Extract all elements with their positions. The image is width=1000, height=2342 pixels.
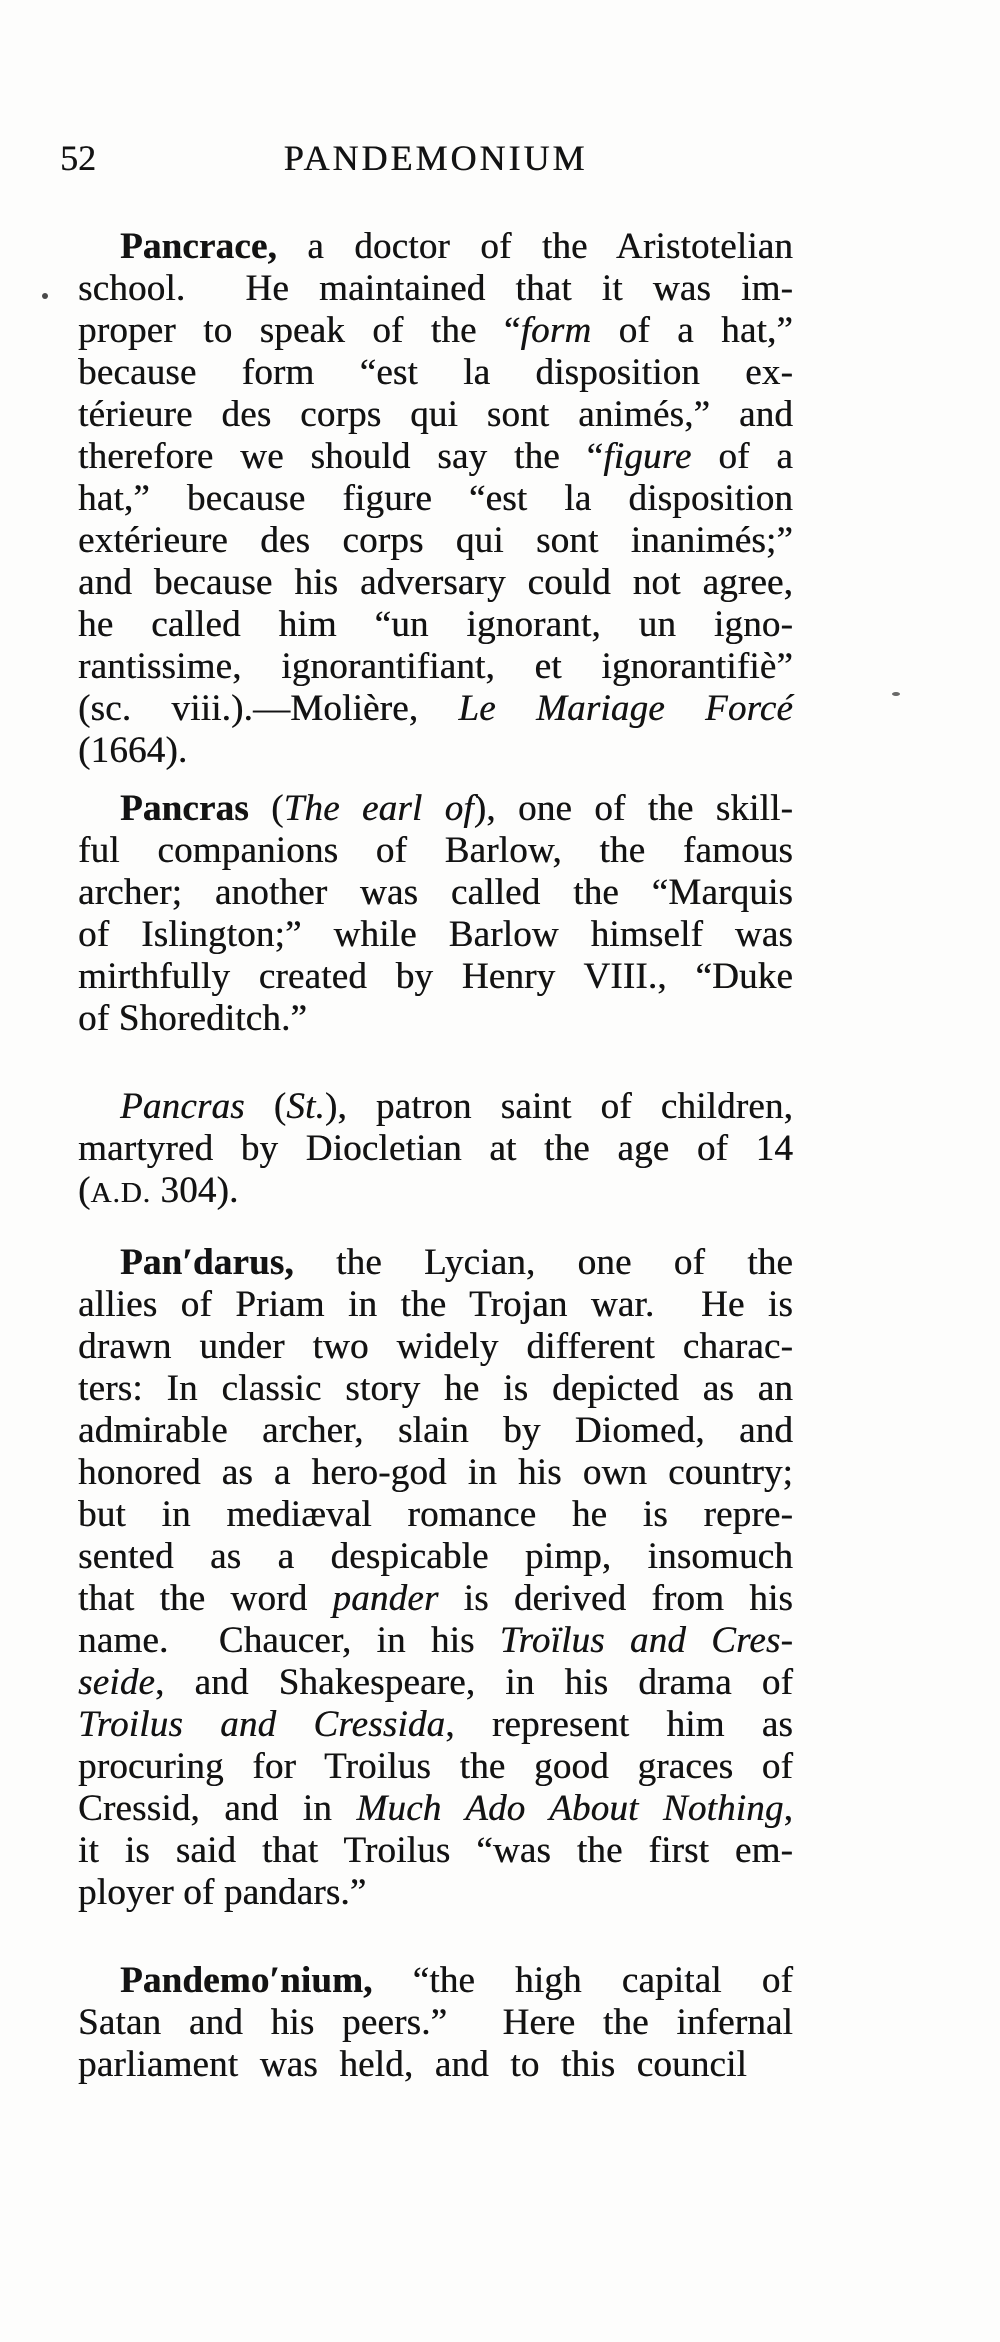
- text-line: [78, 1662, 793, 1704]
- text-line: [78, 1494, 793, 1536]
- text-segment: admirable archer, slain by Diomed, and: [78, 1410, 793, 1451]
- text-segment: honored as a hero-god in his own country;: [78, 1452, 793, 1493]
- text-line: [78, 1410, 793, 1452]
- text-segment: extérieure des corps qui sont inanimés;”: [78, 520, 793, 561]
- entry-pandemonium: [78, 1960, 793, 2086]
- text-segment: Troilus and Cressida: [78, 1704, 446, 1745]
- text-line: [78, 1536, 793, 1578]
- entry-pandarus: [78, 1242, 793, 1914]
- text-segment: parliament was held, and to this council: [78, 2044, 747, 2085]
- text-line: [78, 956, 793, 998]
- text-segment: sented as a despicable pimp, insomuch: [78, 1536, 793, 1577]
- text-line: [78, 1578, 793, 1620]
- page-number: 52: [60, 138, 96, 178]
- text-segment: the Lycian, one of the: [293, 1242, 793, 1283]
- text-segment: (sc. viii.).—Molière,: [78, 688, 459, 729]
- text-segment: rantissime, ignorantifiant, et ignorantifiè”: [78, 646, 793, 687]
- text-segment: ,: [783, 1788, 794, 1829]
- text-segment: (1664).: [78, 730, 188, 771]
- text-line: [78, 1746, 793, 1788]
- text-segment: Troïlus and Cres-: [499, 1620, 793, 1661]
- text-line: [78, 688, 793, 730]
- text-segment: but in mediæval romance he is repre-: [78, 1494, 793, 1535]
- text-line: [78, 520, 793, 562]
- text-line: [78, 1368, 793, 1410]
- text-segment: archer; another was called the “Marquis: [78, 872, 793, 913]
- text-line: [78, 998, 793, 1040]
- text-segment: of Shoreditch.”: [78, 998, 308, 1039]
- text-segment: (: [78, 1170, 91, 1211]
- text-line: [78, 1704, 793, 1746]
- text-line: [78, 268, 793, 310]
- text-line: [78, 1128, 793, 1170]
- text-segment: pander: [332, 1578, 439, 1619]
- text-line: [78, 604, 793, 646]
- text-line: [78, 1830, 793, 1872]
- text-line: [78, 478, 793, 520]
- text-segment: Le Mariage Forcé: [458, 688, 793, 729]
- text-segment: school. He maintained that it was im-: [78, 268, 793, 309]
- text-segment: mirthfully created by Henry VIII., “Duke: [78, 956, 793, 997]
- running-title: PANDEMONIUM: [283, 138, 588, 178]
- text-line: [78, 1242, 793, 1284]
- text-segment: ters: In classic story he is depicted as an: [78, 1368, 793, 1409]
- text-column: [78, 226, 793, 2086]
- text-segment: of a hat,”: [591, 310, 793, 351]
- text-segment: therefore we should say the “: [78, 436, 604, 477]
- text-segment: Pan′darus,: [120, 1242, 294, 1283]
- text-line: [78, 562, 793, 604]
- text-line: [78, 436, 793, 478]
- text-segment: hat,” because figure “est la disposition: [78, 478, 793, 519]
- text-segment: he called him “un ignorant, un igno-: [78, 604, 793, 645]
- text-line: [78, 1620, 793, 1662]
- text-segment: “the high capital of: [372, 1960, 793, 2001]
- text-line: [78, 872, 793, 914]
- text-segment: (: [248, 788, 284, 829]
- text-segment: Pandemo′nium,: [120, 1960, 373, 2001]
- text-segment: ployer of pandars.”: [78, 1872, 367, 1913]
- text-segment: that the word: [78, 1578, 333, 1619]
- text-line: [78, 1284, 793, 1326]
- text-line: [78, 646, 793, 688]
- text-line: [78, 1960, 793, 2002]
- text-segment: Satan and his peers.” Here the infernal: [78, 2002, 793, 2043]
- text-segment: because form “est la disposition ex-: [78, 352, 793, 393]
- text-line: [78, 914, 793, 956]
- text-segment: Pancrace,: [120, 226, 277, 267]
- text-line: [78, 2044, 747, 2086]
- text-segment: of a: [691, 436, 794, 477]
- text-line: [78, 1452, 793, 1494]
- text-line: [78, 1086, 793, 1128]
- text-segment: seide: [78, 1662, 156, 1703]
- text-line: [78, 1170, 793, 1212]
- text-segment: ), one of the skill-: [473, 788, 793, 829]
- text-line: [78, 830, 793, 872]
- text-segment: it is said that Troilus “was the first em-: [78, 1830, 793, 1871]
- book-page: [0, 136, 1000, 2342]
- text-segment: St.: [286, 1086, 325, 1127]
- text-line: [78, 1872, 793, 1914]
- text-line: [78, 2002, 793, 2044]
- text-segment: name. Chaucer, in his: [78, 1620, 500, 1661]
- text-segment: procuring for Troilus the good graces of: [78, 1746, 793, 1787]
- entry-pancrace: [78, 226, 793, 772]
- scan-speck: [42, 293, 48, 299]
- entry-pancras-earl: [78, 788, 793, 1040]
- scan-speck: [892, 692, 900, 696]
- text-line: [78, 394, 793, 436]
- text-segment: form: [520, 310, 592, 351]
- text-segment: of Islington;” while Barlow himself was: [78, 914, 793, 955]
- text-line: [78, 310, 793, 352]
- page-header: [0, 136, 1000, 182]
- text-segment: Much Ado About Nothing: [356, 1788, 784, 1829]
- text-segment: Cressid, and in: [78, 1788, 357, 1829]
- text-segment: martyred by Diocletian at the age of 14: [78, 1128, 793, 1169]
- text-line: [78, 730, 793, 772]
- text-line: [78, 788, 793, 830]
- text-segment: proper to speak of the “: [78, 310, 521, 351]
- text-segment: allies of Priam in the Trojan war. He is: [78, 1284, 793, 1325]
- text-segment: (: [244, 1086, 287, 1127]
- text-segment: a doctor of the Aristotelian: [276, 226, 793, 267]
- text-segment: Pancras: [120, 788, 249, 829]
- text-segment: and because his adversary could not agree,: [78, 562, 793, 603]
- text-line: [78, 1788, 793, 1830]
- text-segment: ful companions of Barlow, the famous: [78, 830, 793, 871]
- text-segment: ), patron saint of children,: [324, 1086, 793, 1127]
- text-line: [78, 226, 793, 268]
- text-segment: 304).: [150, 1170, 239, 1211]
- text-segment: is derived from his: [438, 1578, 793, 1619]
- text-segment: , and Shakespeare, in his drama of: [155, 1662, 793, 1703]
- text-segment: The earl of: [283, 788, 474, 829]
- text-segment: Pancras: [120, 1086, 245, 1127]
- text-segment: drawn under two widely different charac-: [78, 1326, 793, 1367]
- text-segment: figure: [603, 436, 692, 477]
- text-line: [78, 352, 793, 394]
- text-segment: , represent him as: [445, 1704, 793, 1745]
- text-line: [78, 1326, 793, 1368]
- text-segment: A.D.: [90, 1177, 151, 1209]
- text-segment: térieure des corps qui sont animés,” and: [78, 394, 793, 435]
- entry-pancras-st: [78, 1086, 793, 1212]
